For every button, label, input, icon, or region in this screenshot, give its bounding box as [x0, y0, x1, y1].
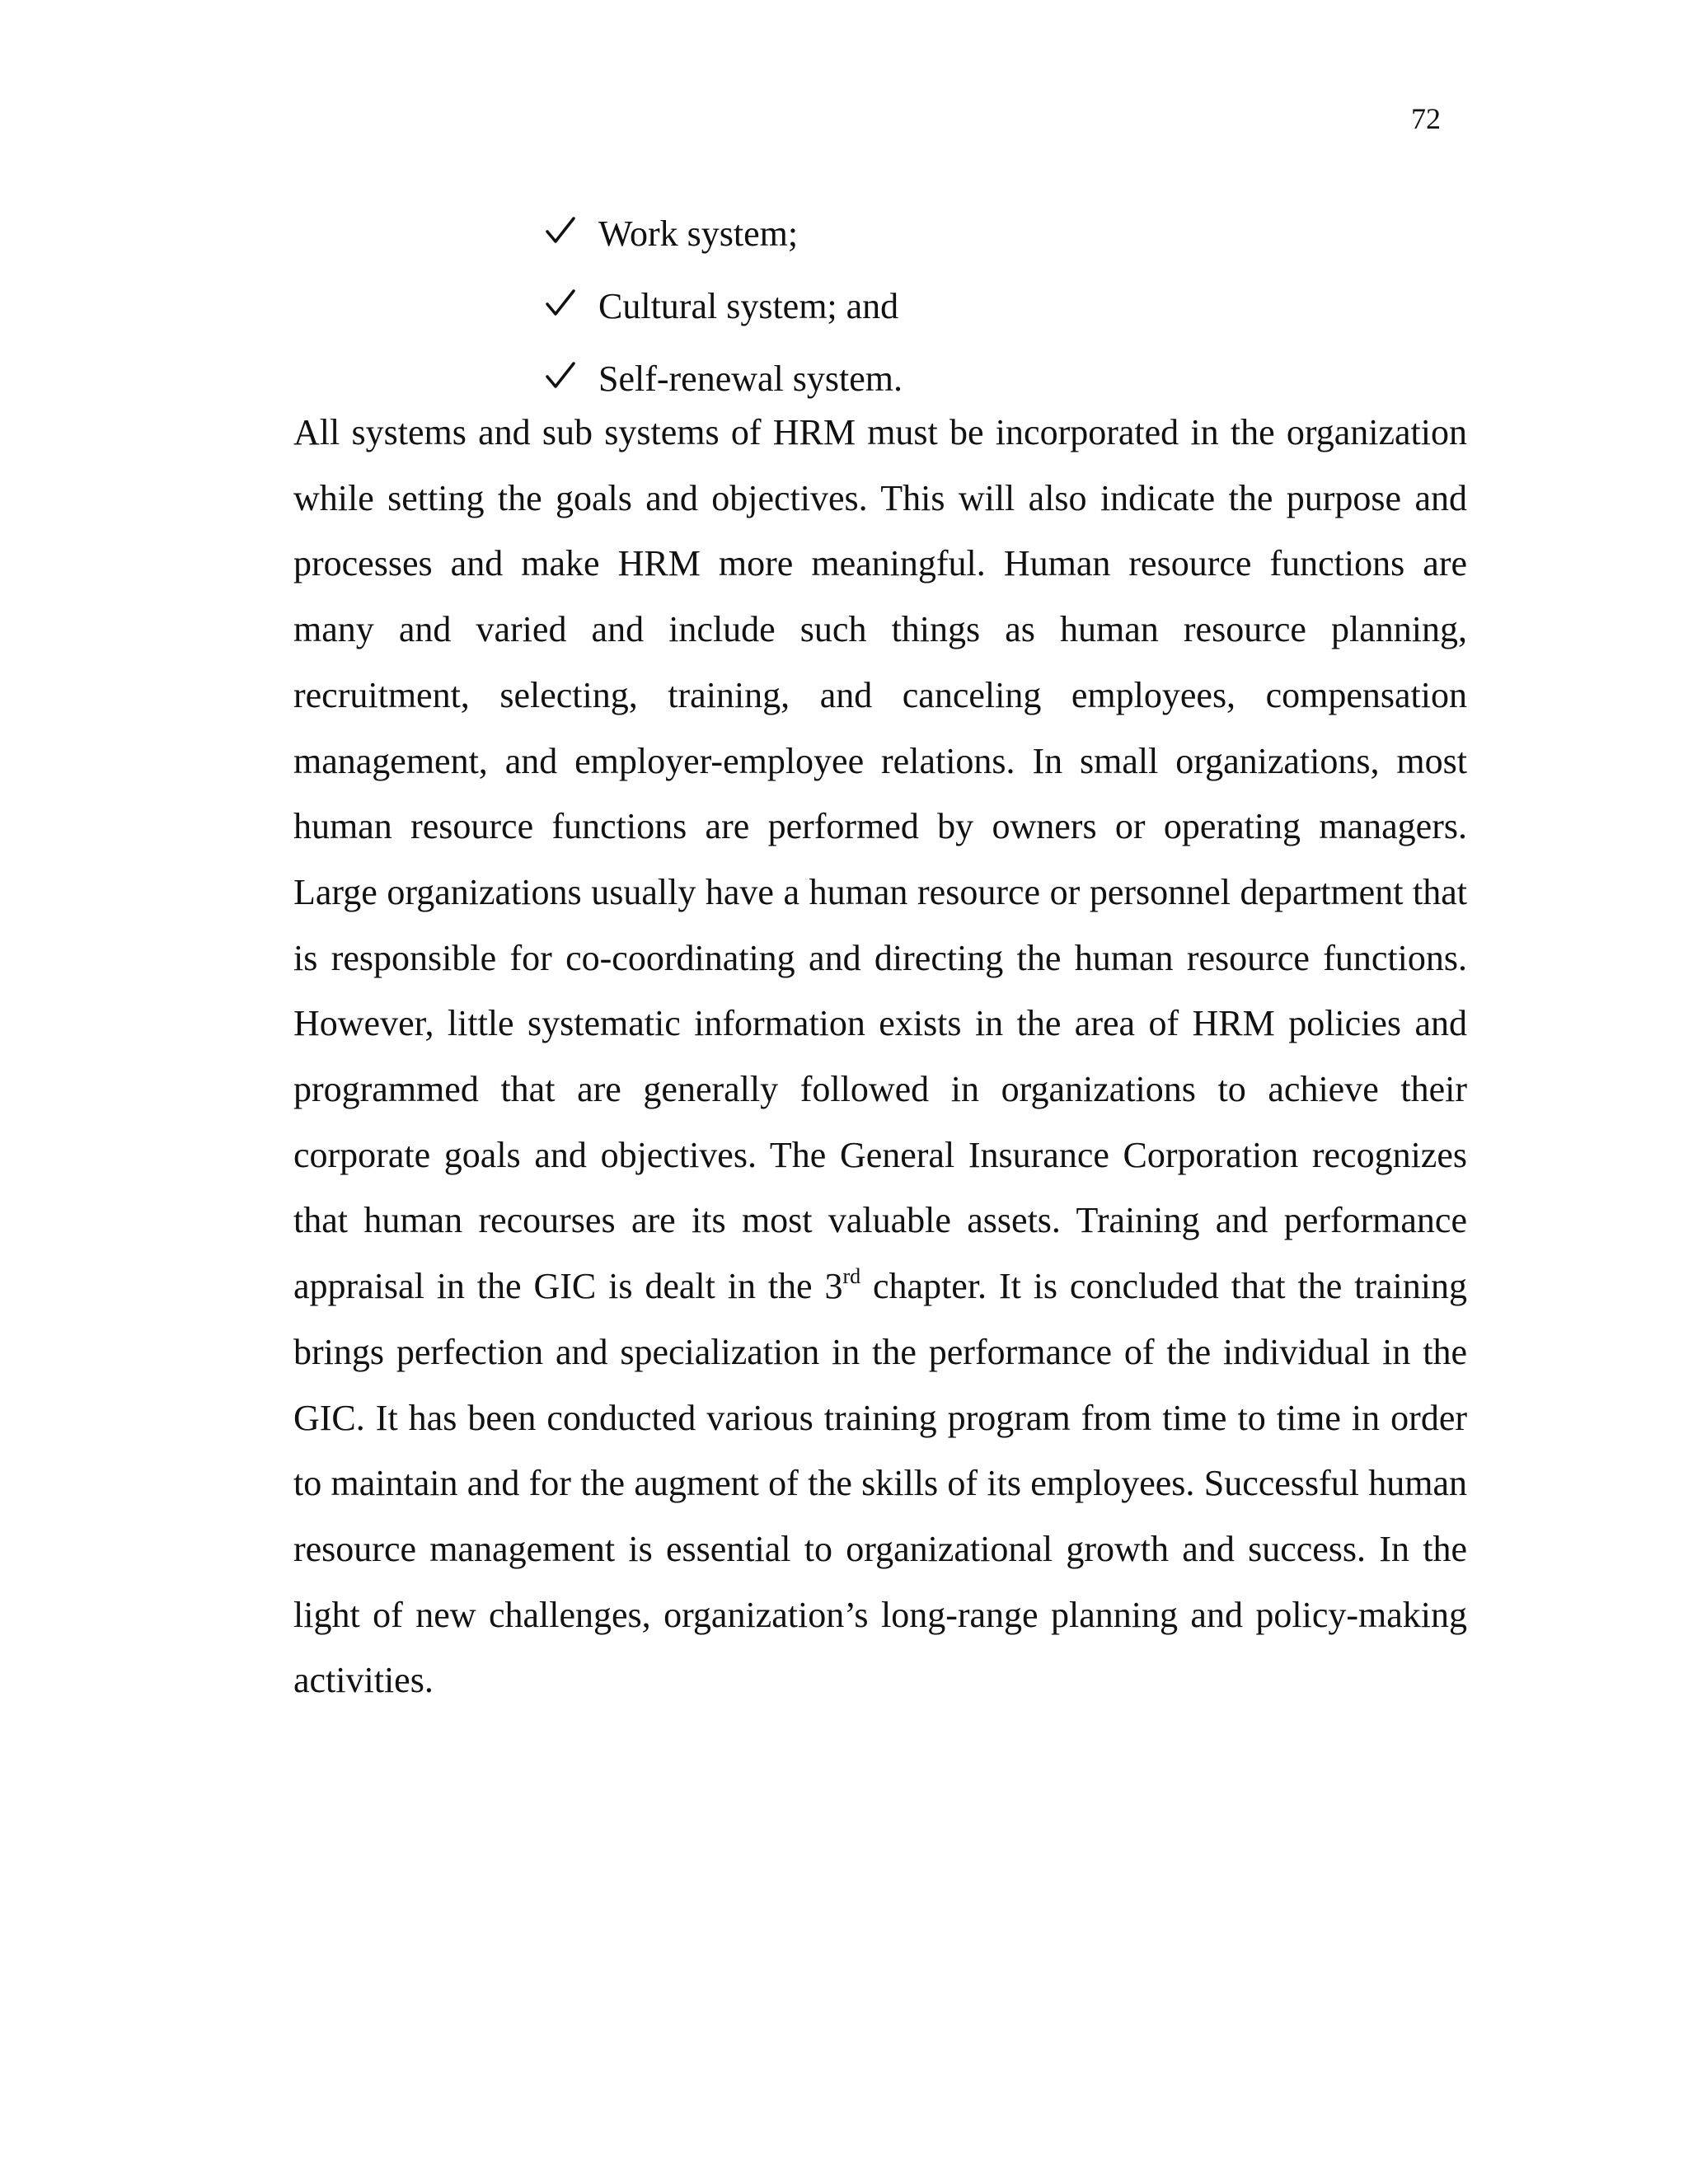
list-item-text: Work system; — [598, 213, 799, 254]
paragraph-text-part2: chapter. It is concluded that the training brings perfection and specialization in the performance of the individual in the GIC. It has been conducted various training program from time to time in order to maintain and for the augment of the skills of its employees. Successful human resource management is essential to organizational growth and success. In the light of new challenges, organization’s long-range planning and policy-making activities. — [293, 1266, 1467, 1701]
check-icon — [544, 286, 577, 319]
body-paragraph — [293, 400, 1467, 1713]
ordinal-superscript: rd — [842, 1264, 861, 1289]
list-item-text: Cultural system; and — [598, 286, 899, 326]
paragraph-text-part1: All systems and sub systems of HRM must be incorporated in the organization while setting the goals and objectives. This will also indicate the purpose and processes and make HRM more meaningful. Human resource functions are many and varied and include such things as human resource planning, recruitment, selecting, training, and canceling employees, compensation management, and employer-employee relations. In small organizations, most human resource functions are performed by owners or operating managers. Large organizations usually have a human resource or personnel department that is responsible for co-coordinating and directing the human resource functions. However, little systematic information exists in the area of HRM policies and programmed that are generally followed in organizations to achieve their corporate goals and objectives. The General Insurance Corporation recognizes that human recourses are its most valuable assets. Training and performance appraisal in the GIC is dealt in the 3 — [293, 412, 1467, 1307]
page-number: 72 — [1411, 102, 1441, 135]
check-icon — [544, 359, 577, 391]
checklist — [544, 198, 903, 415]
list-item-text: Self-renewal system. — [598, 359, 903, 399]
list-item — [544, 198, 903, 270]
check-icon — [544, 213, 577, 246]
list-item — [544, 270, 903, 343]
